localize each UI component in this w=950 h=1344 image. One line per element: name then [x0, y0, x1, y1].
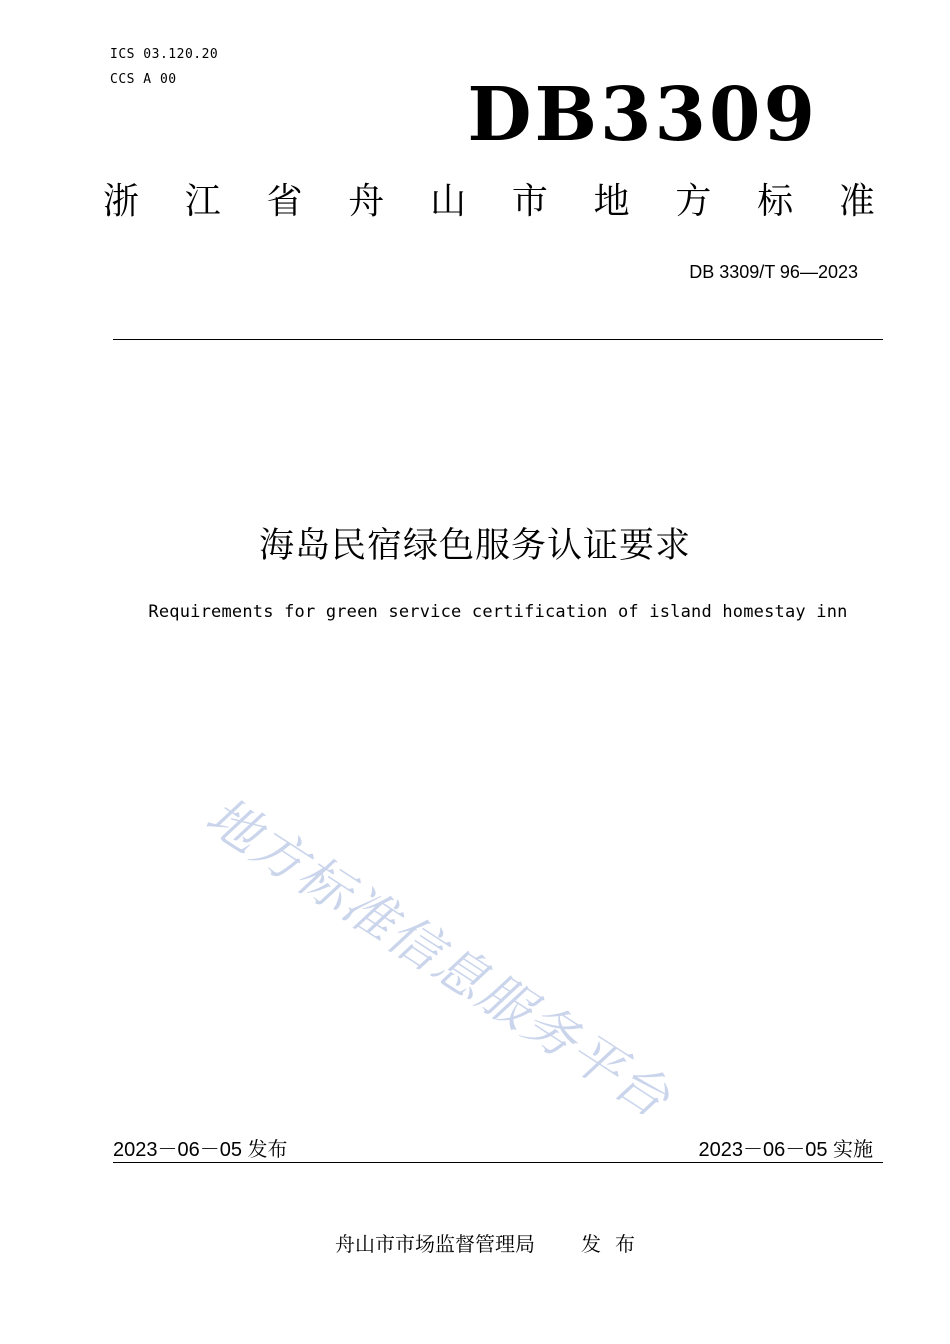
authority-char: 省 — [266, 181, 303, 222]
authority-char: 方 — [675, 181, 712, 222]
ccs-code: CCS A 00 — [110, 72, 177, 87]
authority-char: 准 — [838, 181, 875, 222]
authority-char: 浙 — [103, 181, 140, 222]
authority-char: 山 — [430, 181, 467, 222]
publisher-line — [0, 1228, 950, 1257]
bottom-divider — [113, 1162, 883, 1163]
authority-char: 市 — [511, 181, 548, 222]
document-title-chinese: 海岛民宿绿色服务认证要求 — [258, 526, 691, 566]
publish-action: 发布 — [581, 1232, 649, 1256]
standard-mark: DB3309 — [467, 72, 818, 158]
authority-char: 江 — [184, 181, 221, 222]
implementation-date: 2023－06－05 实施 — [698, 1139, 873, 1161]
authority-char: 舟 — [348, 181, 385, 222]
issuing-authority-heading — [103, 181, 875, 222]
ics-code: ICS 03.120.20 — [110, 47, 219, 62]
standard-number: DB 3309/T 96—2023 — [689, 262, 858, 282]
publisher-name: 舟山市市场监督管理局 — [335, 1232, 535, 1256]
top-divider — [113, 339, 883, 340]
issue-date: 2023－06－05 发布 — [113, 1139, 288, 1161]
document-title-english: Requirements for green service certification of island homestay inn — [148, 602, 848, 622]
watermark-text: 地方标准信息服务平台 — [195, 785, 681, 1131]
authority-char: 标 — [757, 181, 794, 222]
authority-char: 地 — [593, 181, 630, 222]
